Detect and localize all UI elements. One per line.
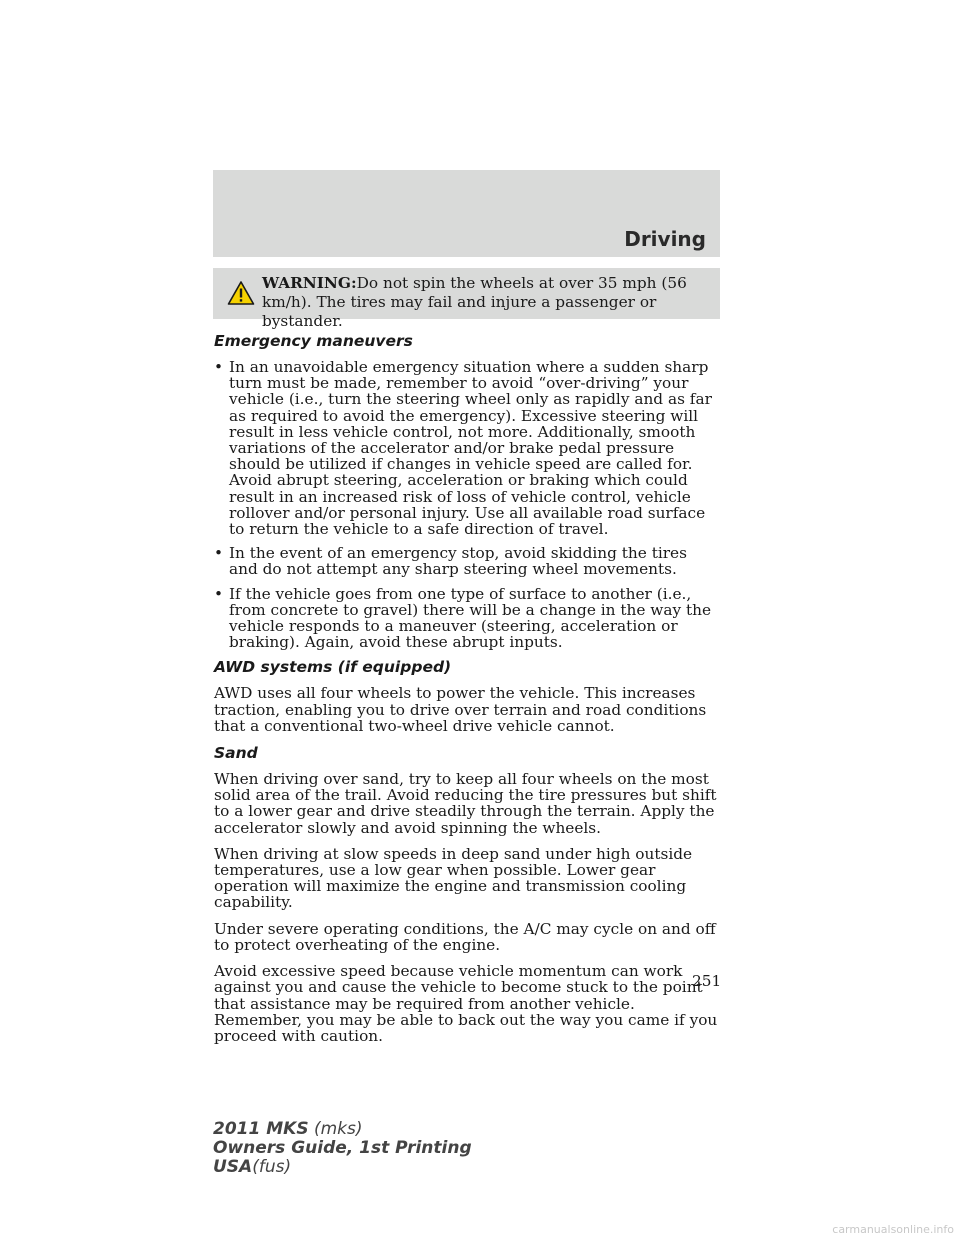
bullet-text: In an unavoidable emergency situation where a sudden sharp turn must be made, remember to avoid “over-driving” your vehicle (i.e., turn the steering wheel only as rapidly and as far as required to avoid the emergency). Excessive steering will result in less vehicle control, not more. Additionally, smooth variations of the accelerator and/or brake pedal pressure should be utilized if changes in vehicle speed are called for. Avoid abrupt steering, acceleration or braking which could result in an increased risk of loss of vehicle control, vehicle rollover and/or personal injury. Use all available road surface to return the vehicle to a safe direction of travel. xyxy=(229,358,712,539)
section-header-band xyxy=(213,170,720,257)
warning-box xyxy=(213,268,720,330)
footer-model-code: (mks) xyxy=(313,1119,363,1139)
section-title: Driving xyxy=(624,227,706,251)
bullet-dot: • xyxy=(214,544,224,563)
footer-line-3 xyxy=(213,1158,472,1177)
footer-model: 2011 MKS xyxy=(213,1119,309,1139)
heading-awd-systems: AWD systems (if equipped) xyxy=(214,658,452,677)
heading-sand: Sand xyxy=(214,744,258,763)
main-content xyxy=(214,332,720,1054)
bullet-dot: • xyxy=(214,358,224,376)
paragraph-sand: Under severe operating conditions, the A/C may cycle on and off to protect overheating of the engine. xyxy=(214,919,716,954)
bullet-item xyxy=(214,586,720,651)
bullet-item xyxy=(214,545,720,577)
footer-line-1 xyxy=(213,1120,472,1139)
bullet-item xyxy=(214,359,720,537)
paragraph-sand: Avoid excessive speed because vehicle momentum can work against you and cause the vehicle to become stuck to the point that assistance may be required from another vehicle. Remember, you may be able to back out the way you came if you proceed with caution. xyxy=(214,962,718,1045)
warning-text xyxy=(262,274,712,331)
bullet-dot: • xyxy=(214,584,224,603)
warning-body: Do not spin the wheels at over 35 mph (56 km/h). The tires may fail and injure a passenger or bystander. xyxy=(262,274,687,330)
warning-lead: WARNING: xyxy=(262,274,357,292)
bullet-text: In the event of an emergency stop, avoid skidding the tires and do not attempt any sharp steering wheel movements. xyxy=(229,544,687,579)
heading-emergency-maneuvers: Emergency maneuvers xyxy=(214,332,413,350)
footer-edition: Owners Guide, 1st Printing xyxy=(213,1138,472,1158)
footer-imprint xyxy=(213,1120,472,1177)
footer-market-code: (fus) xyxy=(252,1157,292,1177)
warning-triangle-icon xyxy=(227,280,255,306)
paragraph-sand: When driving over sand, try to keep all four wheels on the most solid area of the trail. Avoid reducing the tire pressures but shift to a lower gear and drive steadily through the terrain. Apply the accelerator slowly and avoid spinning the wheels. xyxy=(214,770,717,837)
paragraph-sand: When driving at slow speeds in deep sand under high outside temperatures, use a low gear when possible. Lower gear operation will maximize the engine and transmission cooling capability. xyxy=(214,844,693,912)
footer-market: USA xyxy=(213,1157,253,1177)
watermark: carmanualsonline.info xyxy=(832,1223,954,1236)
emergency-bullet-list xyxy=(214,359,720,650)
bullet-text: If the vehicle goes from one type of surface to another (i.e., from concrete to gravel) there will be a change in the way the vehicle responds to a maneuver (steering, acceleration or braking). Again, avoid these abrupt inputs. xyxy=(229,584,712,652)
page-number: 251 xyxy=(692,972,722,990)
paragraph-awd: AWD uses all four wheels to power the vehicle. This increases traction, enabling you to drive over terrain and road conditions that a conventional two-wheel drive vehicle cannot. xyxy=(214,684,707,735)
footer-line-2 xyxy=(213,1139,472,1158)
